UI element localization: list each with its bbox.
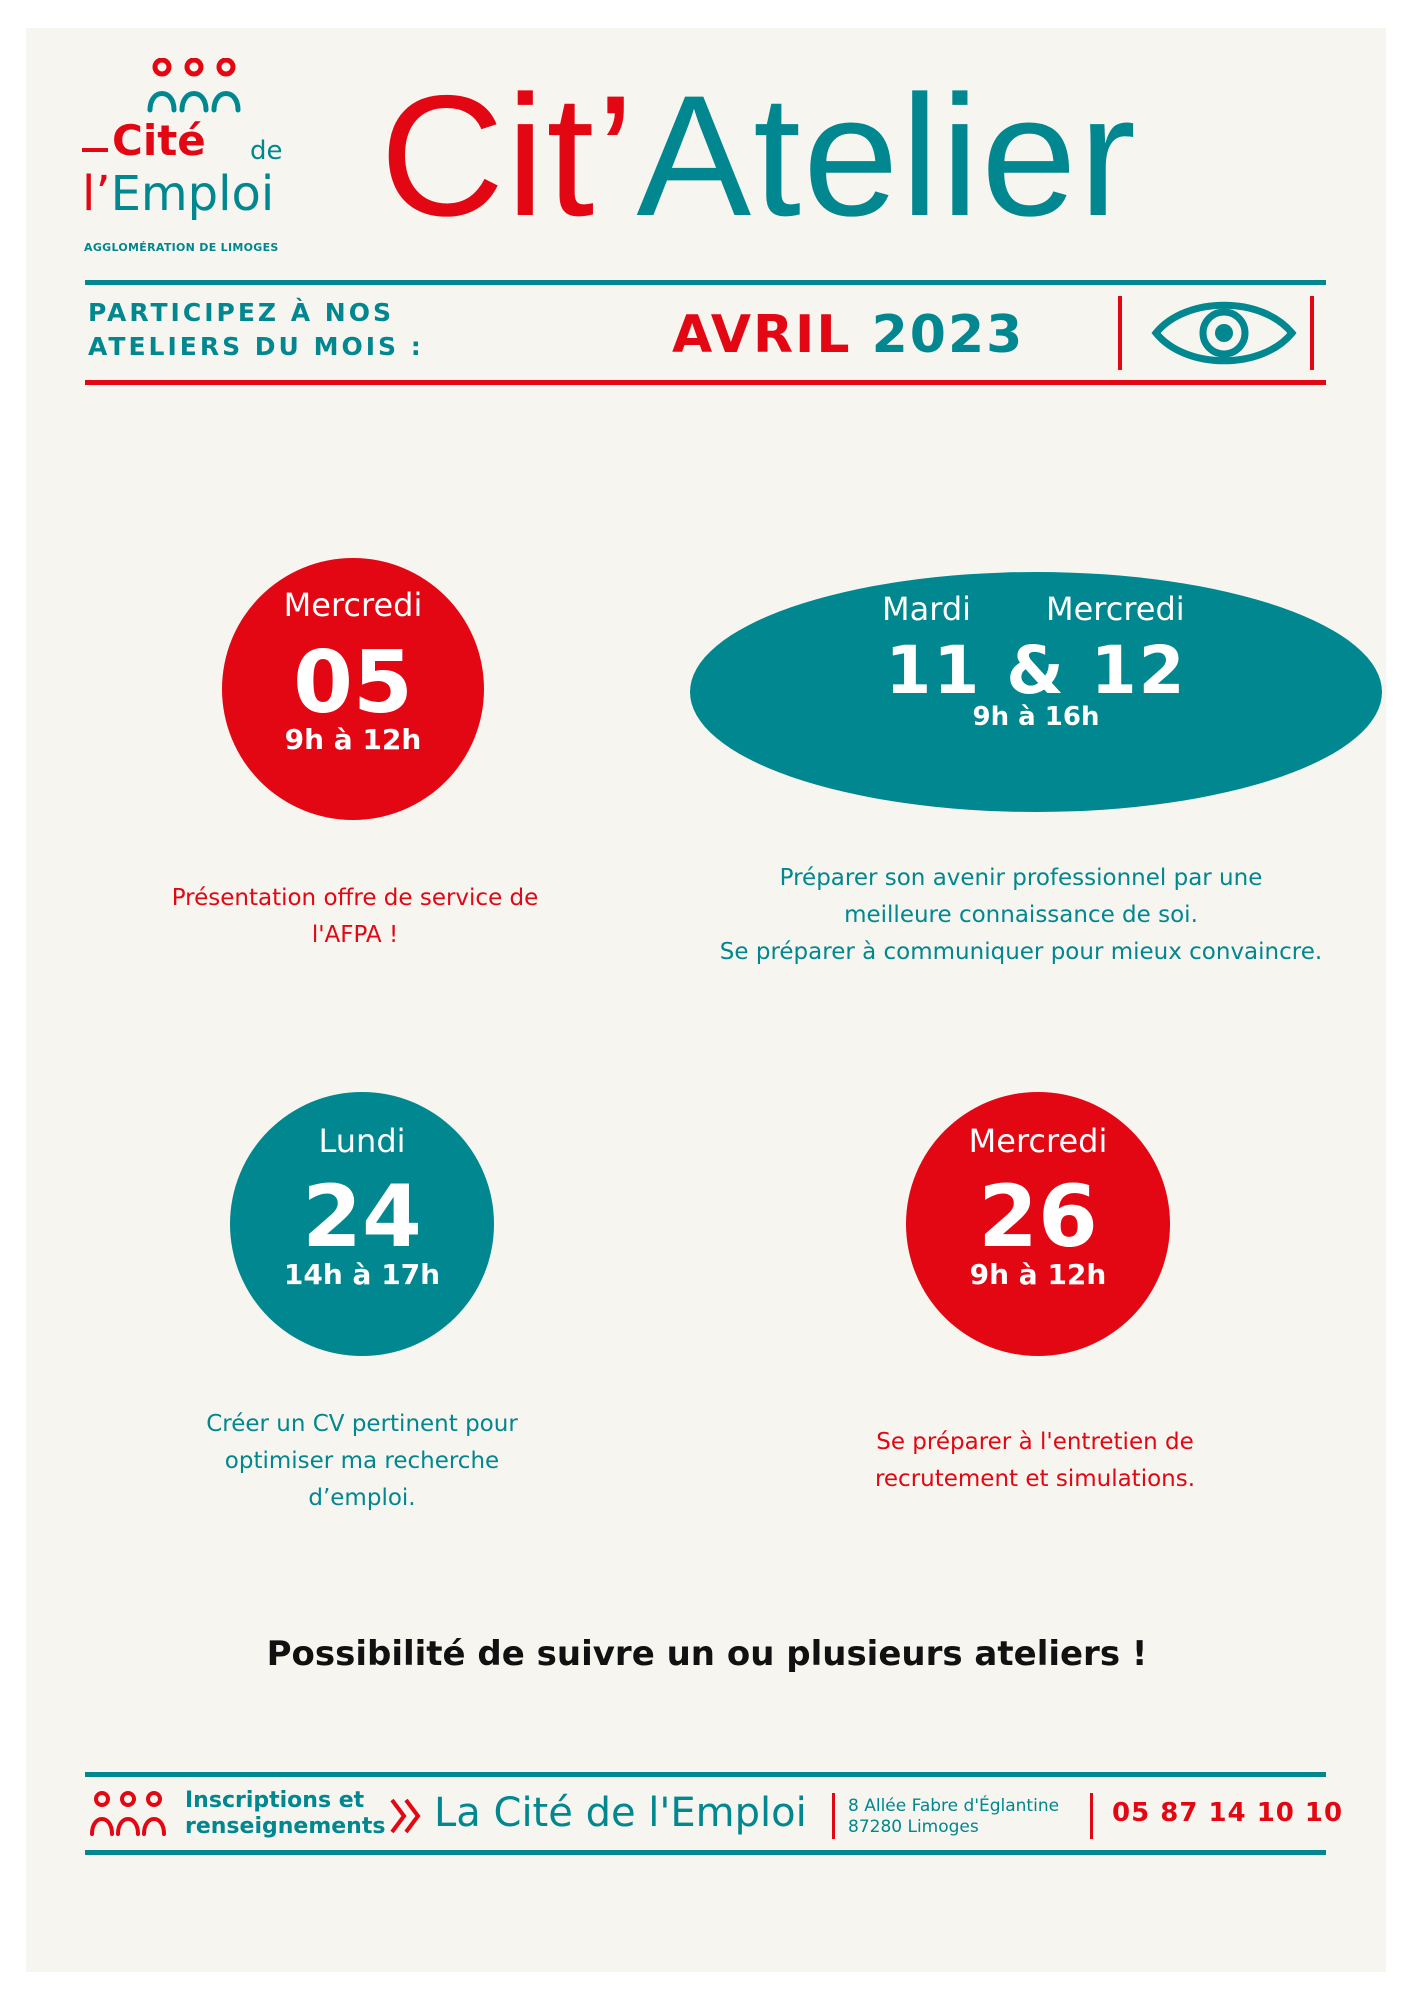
subtitle-line-2: ATELIERS DU MOIS : [88, 332, 424, 361]
header-rule-bottom [85, 380, 1326, 385]
session-day: Mercredi [283, 586, 423, 624]
month-year: 2023 [871, 305, 1025, 365]
description-line: recrutement et simulations. [874, 1466, 1196, 1492]
description-line: optimiser ma recherche [224, 1448, 500, 1474]
session-description-11-12 [660, 860, 1382, 971]
description-line: d’emploi. [308, 1485, 416, 1511]
footer-org-name: La Cité de l'Emploi [434, 1790, 807, 1836]
address-line-2: 87280 Limoges [848, 1817, 979, 1837]
session-day-1: Mardi [882, 590, 972, 628]
footer-divider-1 [832, 1793, 835, 1839]
description-line: l'AFPA ! [311, 922, 399, 948]
closing-statement: Possibilité de suivre un ou plusieurs ateliers ! [266, 1634, 1148, 1674]
session-circle-26 [906, 1092, 1170, 1356]
session-day-2: Mercredi [1046, 590, 1185, 628]
session-day: Lundi [318, 1122, 406, 1160]
session-date: 24 [302, 1167, 422, 1267]
session-circle-24 [230, 1092, 494, 1356]
session-date: 11 & 12 [885, 632, 1187, 709]
logo-emploi: l’Emploi [82, 166, 275, 222]
footer-rule-bottom [85, 1850, 1326, 1855]
subtitle-line-1: PARTICIPEZ À NOS [88, 298, 394, 327]
session-ellipse-11-12 [690, 572, 1382, 812]
double-chevron-right-icon [388, 1796, 424, 1836]
logo-cite: Cité [112, 116, 206, 165]
description-line: Se préparer à l'entretien de [876, 1429, 1194, 1455]
footer-invite [185, 1788, 385, 1840]
footer-phone: 05 87 14 10 10 [1112, 1798, 1344, 1828]
people-group-icon [88, 1790, 168, 1840]
title-part-teal: Atelier [636, 60, 1138, 252]
session-date: 26 [978, 1167, 1098, 1267]
description-line: Créer un CV pertinent pour [206, 1411, 518, 1437]
month-label [672, 305, 1024, 365]
logo-tagline: AGGLOMÉRATION DE LIMOGES [84, 241, 279, 254]
session-description-05 [150, 880, 560, 954]
session-date: 05 [293, 633, 413, 733]
session-circle-05 [222, 558, 484, 820]
session-description-24 [172, 1406, 552, 1517]
description-line: Préparer son avenir professionnel par une [779, 865, 1263, 891]
description-line: Se préparer à communiquer pour mieux convaincre. [719, 939, 1323, 965]
session-time: 9h à 12h [969, 1258, 1107, 1291]
header-subtitle [88, 296, 424, 364]
page-title [380, 60, 1138, 252]
footer-divider-2 [1090, 1793, 1093, 1839]
logo-dash [82, 148, 108, 152]
header-divider-left [1118, 296, 1122, 370]
people-group-icon [144, 58, 244, 116]
footer-invite-line-2: renseignements [185, 1814, 386, 1839]
description-line: Présentation offre de service de [171, 885, 539, 911]
session-day: Mercredi [968, 1122, 1108, 1160]
title-part-red: Cit’ [380, 60, 637, 252]
cite-emploi-logo [82, 58, 312, 268]
footer-invite-line-1: Inscriptions et [185, 1788, 365, 1813]
footer-address [848, 1796, 1059, 1838]
eye-icon [1150, 300, 1298, 366]
logo-de: de [250, 136, 283, 166]
header-rule-top [85, 280, 1326, 285]
month-name: AVRIL [672, 305, 852, 365]
session-description-26 [830, 1424, 1240, 1498]
description-line: meilleure connaissance de soi. [844, 902, 1198, 928]
session-time: 9h à 12h [284, 723, 422, 756]
session-time: 9h à 16h [972, 702, 1100, 732]
session-time: 14h à 17h [283, 1258, 441, 1291]
address-line-1: 8 Allée Fabre d'Églantine [848, 1796, 1060, 1816]
header-divider-right [1310, 296, 1314, 370]
footer-rule-top [85, 1772, 1326, 1777]
